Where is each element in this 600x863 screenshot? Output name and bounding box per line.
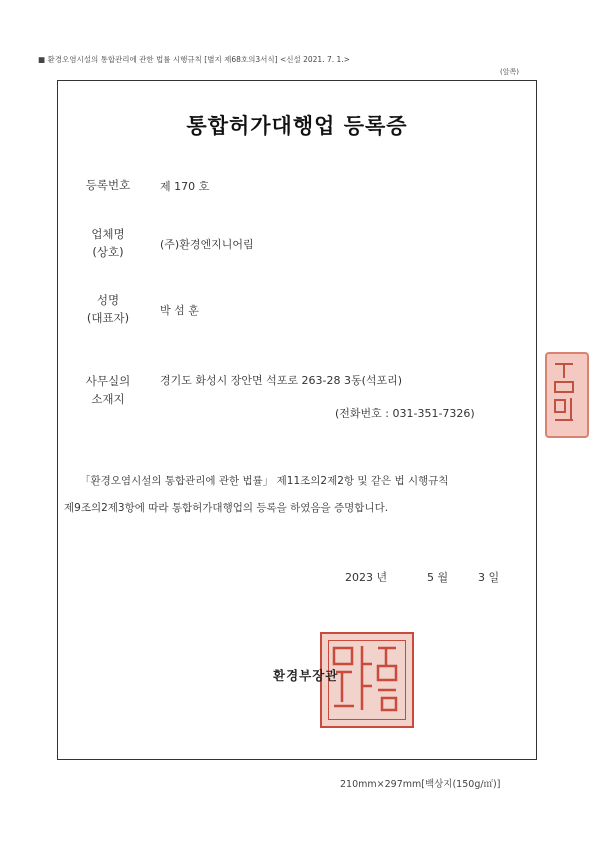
- form-reference-note: ■ 환경오염시설의 통합관리에 관한 법률 시행규칙 [별지 제68호의3서식] <신설 2021. 7. 1.>: [38, 55, 350, 64]
- office-phone-value: (전화번호 : 031-351-7326): [335, 407, 475, 420]
- office-address-value: 경기도 화성시 장안면 석포로 263-28 3동(석포리): [160, 374, 403, 387]
- certificate-title: 통합허가대행업 등록증: [186, 114, 408, 138]
- registration-number-label: 등록번호: [85, 178, 131, 192]
- office-address-label: 사무실의: [85, 374, 131, 388]
- registration-number-value: 제 170 호: [160, 180, 210, 193]
- issuer-name: 환경부장관: [273, 668, 339, 683]
- certification-text-line-1: 「환경오염시설의 통합관리에 관한 법률」 제11조의2제2항 및 같은 법 시행규칙: [80, 475, 449, 487]
- office-address-sublabel: 소재지: [91, 392, 125, 406]
- certification-text-line-2: 제9조의2제3항에 따라 통합허가대행업의 등록을 하였음을 증명합니다.: [64, 502, 389, 514]
- issue-date-year: 2023 년: [345, 571, 388, 584]
- company-name-label: 업체명: [91, 227, 125, 241]
- representative-value: 박 섬 훈: [160, 304, 199, 317]
- front-page-mark: (앞쪽): [500, 68, 519, 76]
- overlap-seal-stamp: [545, 352, 589, 438]
- paper-spec-note: 210mm×297mm[백상지(150g/㎡)]: [340, 779, 501, 790]
- representative-label: 성명: [96, 293, 120, 307]
- issue-date-day: 3 일: [478, 571, 500, 584]
- company-name-sublabel: (상호): [92, 245, 124, 259]
- company-name-value: (주)환경엔지니어림: [160, 238, 254, 251]
- representative-sublabel: (대표자): [86, 311, 130, 325]
- issue-date-month: 5 월: [427, 571, 449, 584]
